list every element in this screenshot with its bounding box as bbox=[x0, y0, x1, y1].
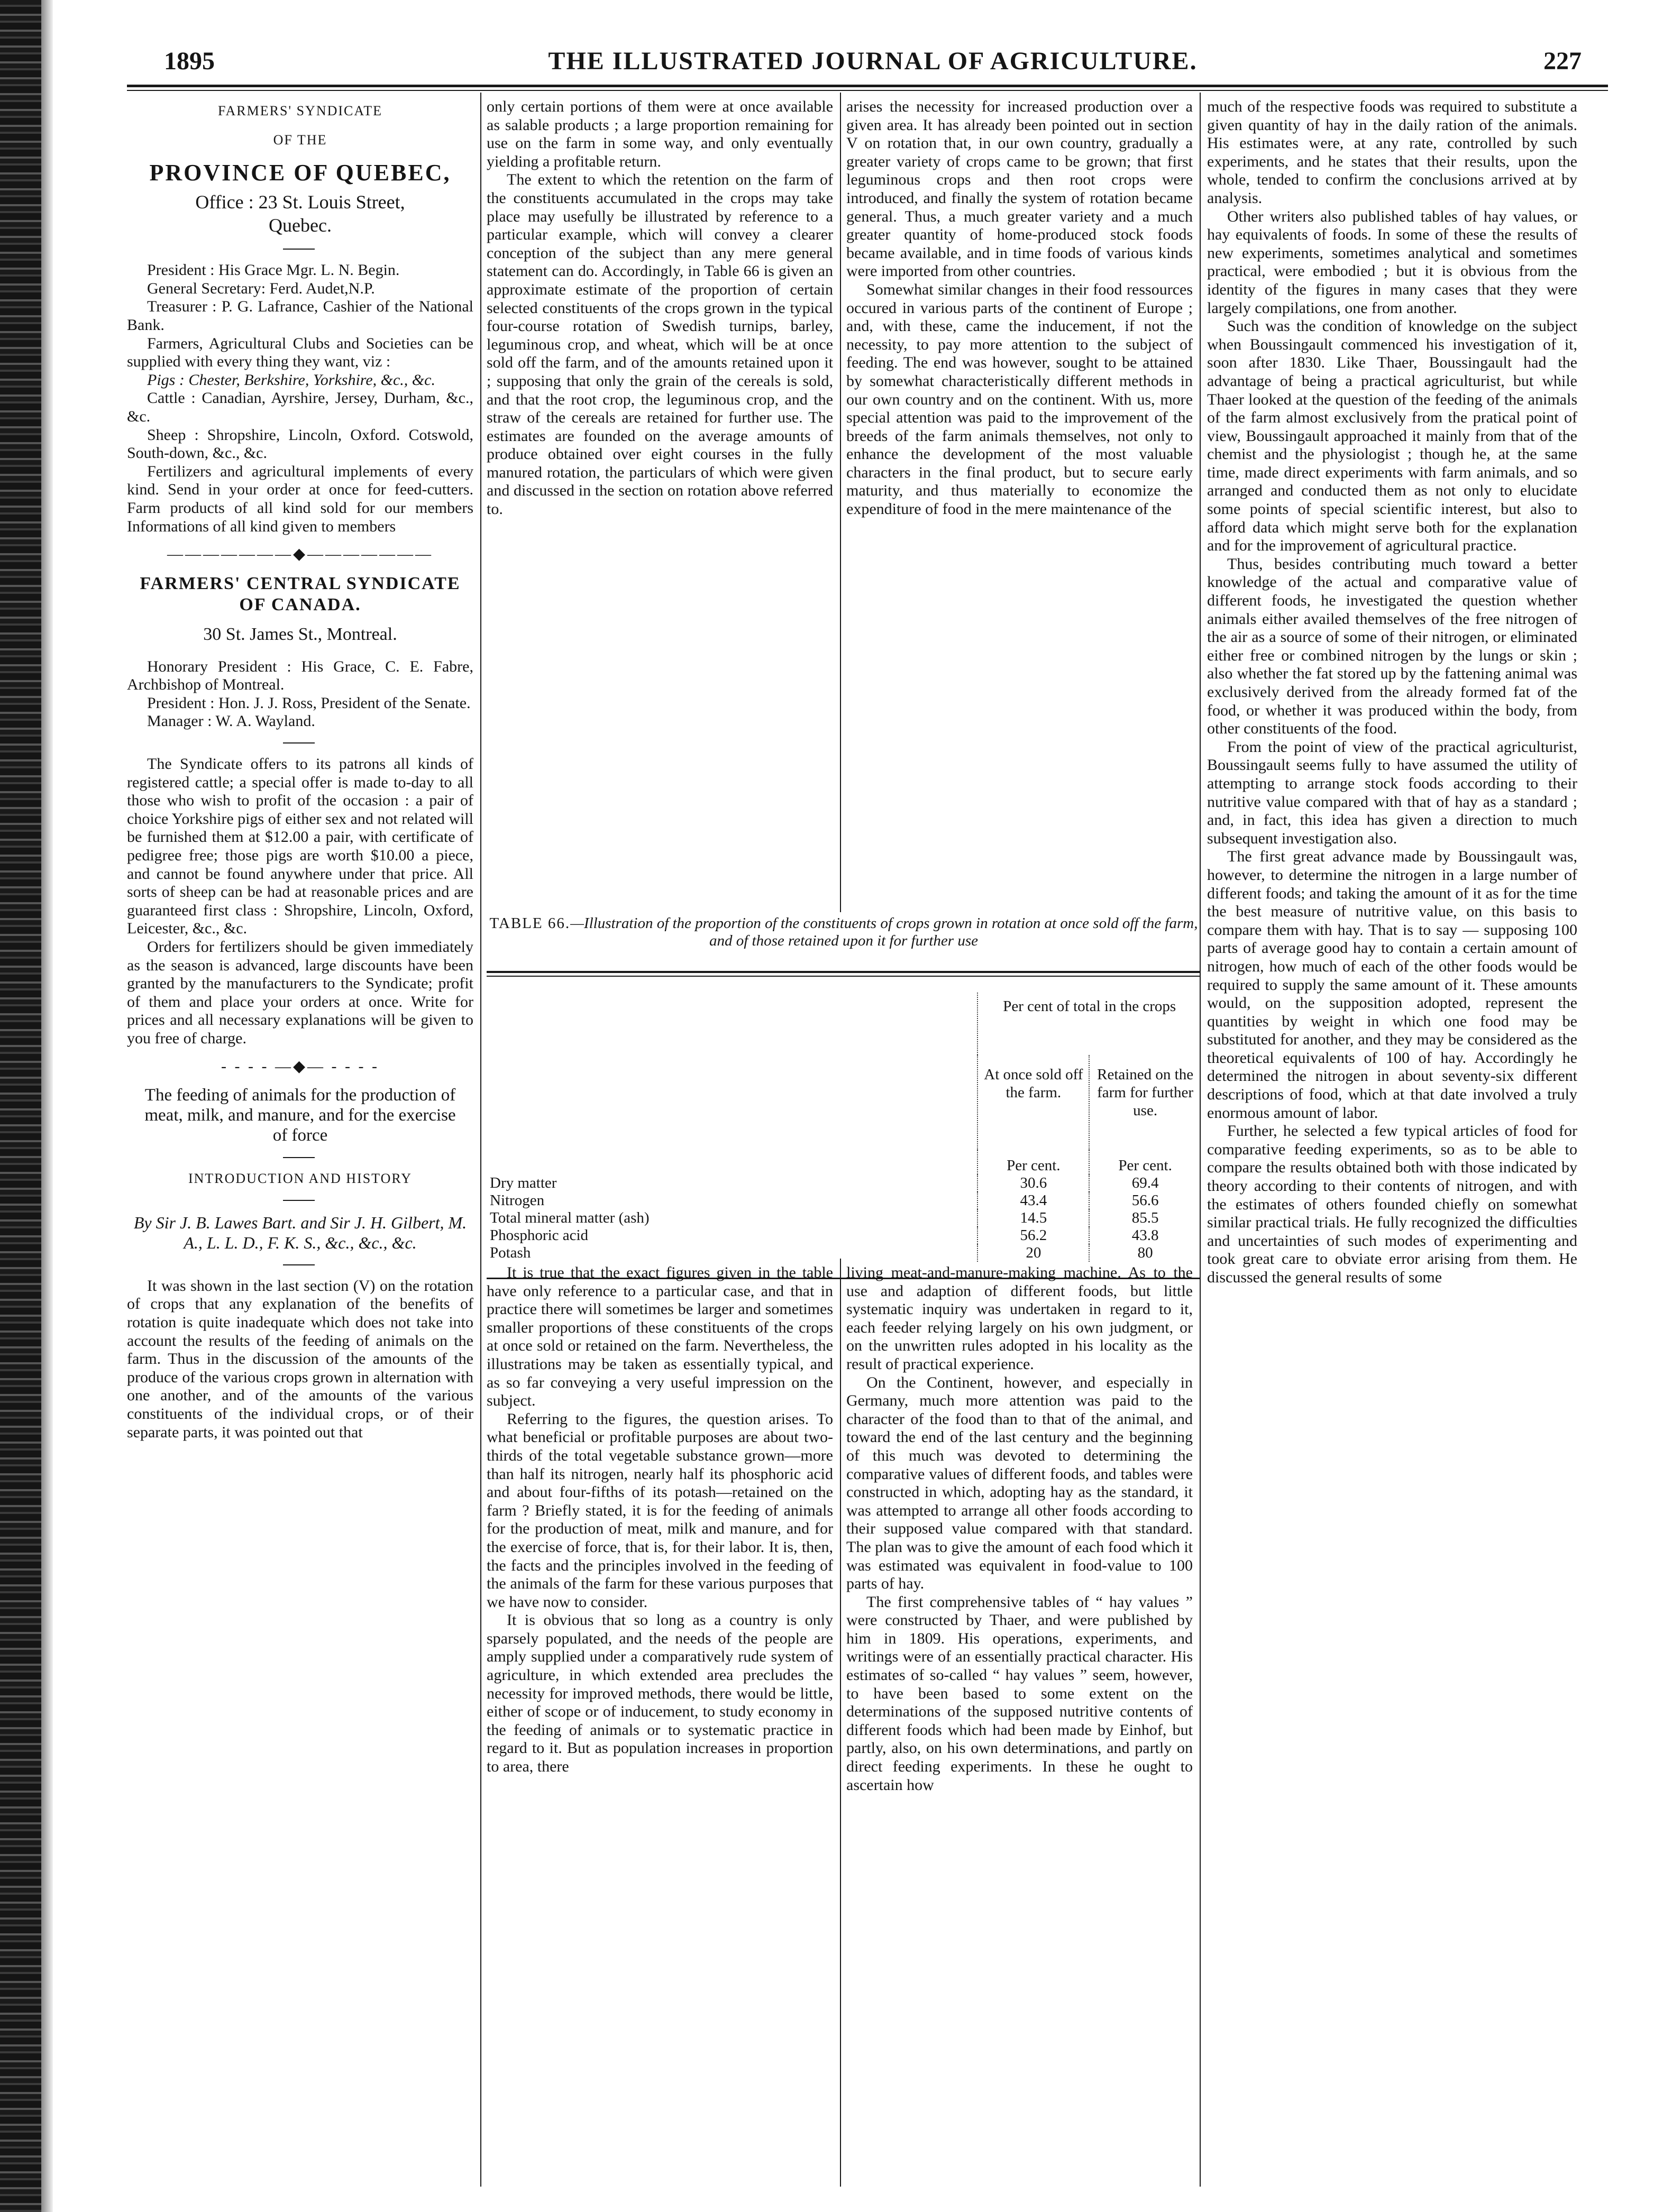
col2b-para-3: It is obvious that so long as a country is only sparsely populated, and the needs of the people are amply supplied under a comparatively rude system of agriculture, in which extended area precludes the necessity for improved methods, there would be little, either of scope or of inducement, to study economy in the feeding of animals or to systematic practice in regard to it. But as population increases in proportion to area, there bbox=[487, 1611, 833, 1776]
table-col-sold: At once sold off the farm. bbox=[977, 1055, 1089, 1150]
column-2-top bbox=[487, 98, 833, 912]
journal-title: THE ILLUSTRATED JOURNAL OF AGRICULTURE. bbox=[548, 47, 1198, 75]
col4-para-2: Other writers also published tables of hay values, or hay equivalents of foods. In some of these the results of new experiments, sometimes analytical and sometimes practical, were embodied ; but it is obvious from the identity of the figures in many cases that they were largely compilations, one from another. bbox=[1207, 207, 1577, 317]
article-title: The feeding of animals for the production of meat, milk, and manure, and for the exercise of force bbox=[144, 1086, 456, 1145]
header-year: 1895 bbox=[164, 47, 215, 75]
column-1 bbox=[127, 98, 473, 2187]
short-rule-4 bbox=[283, 1200, 315, 1201]
table-caption bbox=[487, 915, 1201, 950]
table-caption-label: TABLE 66. bbox=[489, 915, 571, 932]
central-syndicate-country: OF CANADA. bbox=[239, 594, 361, 614]
table-col-retained: Retained on the farm for further use. bbox=[1089, 1055, 1201, 1150]
short-rule-5 bbox=[283, 1264, 315, 1265]
syndicate-title-of: OF THE bbox=[273, 132, 327, 148]
syndicate-province: PROVINCE OF QUEBEC, bbox=[149, 160, 451, 186]
page-number: 227 bbox=[1543, 47, 1582, 75]
central-president: President : Hon. J. J. Ross, President of the Senate. bbox=[147, 694, 471, 712]
col4-para-5: From the point of view of the practical agriculturist, Boussingault seems fully to have assumed the utility of attempting to arrange stock foods according to their nutritive value compared with that of hay as a standard ; and, in fact, this idea has given a direction to much subsequent investigation also. bbox=[1207, 738, 1577, 847]
table-top-rule bbox=[487, 971, 1201, 973]
syndicate-secretary: General Secretary: Ferd. Audet,N.P. bbox=[147, 279, 375, 297]
table-row bbox=[487, 1192, 1201, 1209]
ornament-rule-2: - - - - ―◆― - - - - bbox=[221, 1057, 379, 1075]
col2b-para-1: It is true that the exact figures given in the table have only reference to a particular case, and that in practice there will sometimes be larger and sometimes smaller proportions of these constituents of the crops at once sold or retained on the farm. Nevertheless, the illustrations may be taken as essentially typical, and as so far conveying a very useful impression on the subject. bbox=[487, 1264, 833, 1410]
central-syndicate-address: 30 St. James St., Montreal. bbox=[203, 624, 397, 644]
table-stub-head bbox=[487, 993, 977, 1055]
table-row-name: Phosphoric acid bbox=[490, 1227, 589, 1244]
table-row-retained: 69.4 bbox=[1089, 1174, 1201, 1192]
article-byline: By Sir J. B. Lawes Bart. and Sir J. H. Gilbert, M. A., L. L. D., F. K. S., &c., &c., &c. bbox=[133, 1213, 467, 1252]
central-syndicate-title: FARMERS' CENTRAL SYNDICATE bbox=[140, 573, 461, 593]
table-row-name: Total mineral matter (ash) bbox=[490, 1209, 650, 1226]
table-row-sold: 14.5 bbox=[977, 1209, 1089, 1227]
column-2-bottom bbox=[487, 1264, 833, 2187]
col3-para-2: Somewhat similar changes in their food ressources occured in various parts of the continent of Europe ; and, with these, came the inducement, if not the necessity, to pay more attention to the subject of feeding. The end was however, sought to be attained by somewhat characteristically different methods in our own country and on the continent. With us, more special attention was paid to the improvement of the breeds of the farm animals themselves, not only to enhance the development of the most valuable characters in the final product, but to secure early maturity, and thus materially to economize the expenditure of food in the mere maintenance of the bbox=[846, 280, 1193, 518]
table-row-sold: 43.4 bbox=[977, 1192, 1089, 1209]
column-rule-2b bbox=[840, 1259, 841, 2187]
honorary-president: Honorary President : His Grace, C. E. Fabre, Archbishop of Montreal. bbox=[127, 657, 473, 694]
syndicate-pigs: Pigs : Chester, Berkshire, Yorkshire, &c., &c. bbox=[147, 371, 435, 389]
syndicate-office: Office : 23 St. Louis Street, bbox=[195, 191, 405, 213]
col3b-para-3: The first comprehensive tables of “ hay values ” were constructed by Thaer, and were published by him in 1809. His operations, experiments, and writings were of an essentially practical character. His estimates of so-called “ hay values ” seem, however, to have been based to some extent on the determinations of the supposed nutritive contents of different foods which had been made by Einhof, but partly, also, on his own determinations, and partly on direct feeding experiments. In these he ought to ascertain how bbox=[846, 1593, 1193, 1794]
syndicate-president: President : His Grace Mgr. L. N. Begin. bbox=[147, 261, 400, 279]
syndicate-offer: The Syndicate offers to its patrons all kinds of registered cattle; a special offer is made to-day to all those who wish to profit of the occasion : a pair of choice Yorkshire pigs of either sex and not related will be furnished them at $12.00 a pair, with certificate of pedigree free; those pigs are worth $10.00 a piece, and cannot be found anywhere under that price. All sorts of sheep can be had at reasonable prices and are guaranteed first class : Shropshire, Lincoln, Oxford, Leicester, &c., &c. bbox=[127, 755, 473, 938]
table-row-name: Potash bbox=[490, 1244, 531, 1261]
article-para-1: It was shown in the last section (V) on the rotation of crops that any explanation of the benefits of rotation is quite inadequate which does not take into account the results of the feeding of animals on the farm. Thus in the discussion of the amounts of the produce of the various crops grown in alternation with one another, and of the amounts of the various constituents of the individual crops, or of their separate parts, it was pointed out that bbox=[127, 1277, 473, 1441]
short-rule bbox=[283, 249, 315, 250]
table-row-name: Dry matter bbox=[490, 1174, 557, 1191]
column-rule-1 bbox=[480, 93, 481, 2187]
table-row-retained: 85.5 bbox=[1089, 1209, 1201, 1227]
table-row bbox=[487, 1174, 1201, 1192]
table-row-sold: 56.2 bbox=[977, 1227, 1089, 1244]
table-row-retained: 43.8 bbox=[1089, 1227, 1201, 1244]
column-3-bottom bbox=[846, 1264, 1193, 2187]
short-rule-3 bbox=[283, 1157, 315, 1158]
col2-para-2: The extent to which the retention on the farm of the constituents accumulated in the crops may take place may usefully be illustrated by reference to a particular example, which will convey a clearer conception of the subject than any mere general statement can do. Accordingly, in Table 66 is given an approximate estimate of the proportion of certain selected constituents of the crops grown in the typical four-course rotation of Swedish turnips, barley, leguminous crop, and wheat, which will be at once sold off the farm, and of the amounts retained upon it ; supposing that only the grain of the cereals is sold, and that the root crop, the leguminous crop, and the straw of the cereals are retained for further use. The estimates are founded on the average amounts of produce obtained over eight courses in the fully manured rotation, the particulars of which were given and discussed in the section on rotation above referred to. bbox=[487, 171, 833, 518]
table-66 bbox=[487, 915, 1201, 1279]
col3b-para-1: living meat-and-manure-making machine. As to the use and adaption of different foods, but little systematic inquiry was undertaken in regard to it, each feeder relying largely on his own judgment, or on the unwritten rules adopted in his locality as the result of practical experience. bbox=[846, 1264, 1193, 1373]
short-rule-2 bbox=[283, 742, 315, 744]
syndicate-cattle: Cattle : Canadian, Ayrshire, Jersey, Durham, &c., &c. bbox=[127, 389, 473, 425]
table-row-sold: 20 bbox=[977, 1244, 1089, 1262]
table-caption-text: —Illustration of the proportion of the constituents of crops grown in rotation at once sold off the farm, and of those retained upon it for further use bbox=[570, 915, 1198, 949]
table-group-head: Per cent of total in the crops bbox=[977, 993, 1201, 1055]
table-row-retained: 56.6 bbox=[1089, 1192, 1201, 1209]
syndicate-treasurer: Treasurer : P. G. Lafrance, Cashier of the National Bank. bbox=[127, 298, 473, 334]
table-row-retained: 80 bbox=[1089, 1244, 1201, 1262]
binding-edge bbox=[0, 0, 41, 2212]
table-row-name: Nitrogen bbox=[490, 1192, 545, 1209]
col2-para-1: only certain portions of them were at once available as salable products ; a large proportion remaining for use on the farm in some way, and only eventually yielding a profitable return. bbox=[487, 98, 833, 170]
syndicate-city: Quebec. bbox=[269, 215, 332, 236]
ornament-rule: ―――――――◆――――――― bbox=[167, 545, 434, 563]
table-top-rule-2 bbox=[487, 976, 1201, 977]
col3b-para-2: On the Continent, however, and especially in Germany, much more attention was paid to the character of the food than to that of the animal, and toward the end of the last century and the beginning of this much was devoted to determining the comparative values of different foods, and tables were constructed in which, adopting hay as the standard, it was attempted to arrange all other foods according to their supposed value compared with that standard. The plan was to give the amount of each food which it was estimated was equivalent in food-value to 100 parts of hay. bbox=[846, 1373, 1193, 1593]
header-rule-thin bbox=[127, 90, 1608, 91]
column-rule-2 bbox=[840, 93, 841, 912]
table-unit-retained: Per cent. bbox=[1089, 1150, 1201, 1174]
col4-para-7: Further, he selected a few typical articles of food for comparative feeding experiments, so as to be able to compare the results obtained both with those indicated by theory according to their contents of nitrogen, and with the estimates of others founded chiefly on somewhat similar practical trials. He fully recognized the difficulties and uncertainties of such modes of experimenting and took great care to obviate error arising from them. He discussed the general results of some bbox=[1207, 1122, 1577, 1286]
binding-shadow bbox=[41, 0, 53, 2212]
syndicate-orders: Orders for fertilizers should be given immediately as the season is advanced, large discounts have been granted by the manufacturers to the Syndicate; profit of them and place your orders at once. Write for prices and all necessary explanations will be given to you free of charge. bbox=[127, 938, 473, 1047]
syndicate-intro: Farmers, Agricultural Clubs and Societies can be supplied with every thing they want, viz : bbox=[127, 334, 473, 371]
col2b-para-2: Referring to the figures, the question arises. To what beneficial or profitable purposes are about two-thirds of the total vegetable substance grown—more than half its nitrogen, nearly half its phosphoric acid and about four-fifths of its potash—retained on the farm ? Briefly stated, it is for the feeding of animals for the production of meat, milk and manure, and for the exercise of force, that is, for their labor. It is, then, the facts and the principles involved in the feeding of the animals of the farm for these various purposes that we have now to consider. bbox=[487, 1410, 833, 1611]
running-head bbox=[153, 47, 1592, 84]
col4-para-3: Such was the condition of knowledge on the subject when Boussingault commenced his investigation of it, soon after 1830. Like Thaer, Boussingault had the advantage of being a practical agriculturist, but while Thaer looked at the question of the feeding of the animals of the farm almost exclusively from the pratical point of view, Boussingault approached it mainly from that of the chemist and the physiologist ; though he, at the same time, made direct experiments with farm animals, and so arranged and conducted them as not only to elucidate some points of special scientific interest, but also to afford data which might serve both for the explanation and for the improvement of agricultural practice. bbox=[1207, 317, 1577, 555]
table-row-sold: 30.6 bbox=[977, 1174, 1089, 1192]
table-unit-sold: Per cent. bbox=[977, 1150, 1089, 1174]
table-row bbox=[487, 1227, 1201, 1244]
col4-para-6: The first great advance made by Boussingault was, however, to determine the nitrogen in a large number of different foods; and taking the amount of it as for the time the best measure of nutritive value, on this basis to compare them with hay. That is to say — supposing 100 parts of average good hay to contain a certain amount of nitrogen, how much of each of the other foods would be required to supply the same amount of it. These amounts would, on the supposition adopted, represent the quantities by weight in which one food may be substituted for another, and they may be considered as the theoretical equivalents of 100 of hay. Accordingly he determined the nitrogen in about seventy-six different descriptions of food, which at that date involved a truly enormous amount of labor. bbox=[1207, 848, 1577, 1122]
article-section: INTRODUCTION AND HISTORY bbox=[188, 1171, 413, 1187]
column-4 bbox=[1207, 98, 1577, 2187]
syndicate-title: FARMERS' SYNDICATE bbox=[217, 103, 383, 118]
table-66-grid bbox=[487, 993, 1201, 1262]
col4-para-4: Thus, besides contributing much toward a better knowledge of the actual and comparative value of different foods, he investigated the question whether animals either availed themselves of the free nitrogen of the air as a source of some of their nitrogen, or eliminated either free or combined nitrogen by the lungs or skin ; also whether the fat stored up by the fattening animal was exclusively derived from the already formed fat of the food, or whether it was produced within the body, from other constituents of the food. bbox=[1207, 555, 1577, 738]
syndicate-fertilizers: Fertilizers and agricultural implements of every kind. Send in your order at once for feed-cutters. Farm products of all kind sold for our members Informations of all kind given to members bbox=[127, 462, 473, 535]
syndicate-sheep: Sheep : Shropshire, Lincoln, Oxford. Cotswold, South-down, &c., &c. bbox=[127, 426, 473, 462]
col3-para-1: arises the necessity for increased production over a given area. It has already been pointed out in section V on rotation that, in our own country, gradually a greater variety of crops came to be grown; that first leguminous crops and then root crops were introduced, and finally the system of rotation became general. Thus, a much greater variety and a much greater quantity of home-produced stock foods became available, and in time foods of various kinds were imported from other countries. bbox=[846, 98, 1193, 280]
col4-para-1: much of the respective foods was required to substitute a given quantity of hay in the daily ration of the animals. His estimates were, at any rate, controlled by such experiments, and he states that their results, upon the whole, tended to confirm the conclusions arrived at by analysis. bbox=[1207, 98, 1577, 207]
table-row bbox=[487, 1244, 1201, 1262]
header-rule-thick bbox=[127, 85, 1608, 87]
table-row bbox=[487, 1209, 1201, 1227]
central-manager: Manager : W. A. Wayland. bbox=[147, 712, 315, 730]
column-3-top bbox=[846, 98, 1193, 912]
